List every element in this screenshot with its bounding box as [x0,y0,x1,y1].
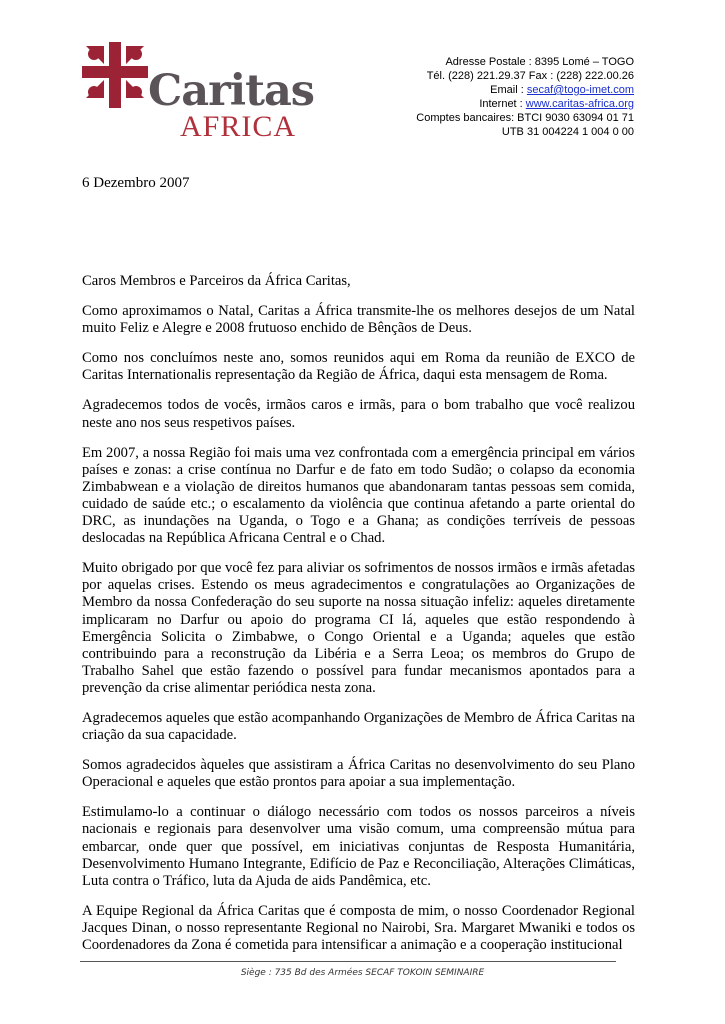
contact-block [416,55,634,139]
email-link[interactable]: secaf@togo-imet.com [526,84,634,96]
bank-account-2: UTB 31 004224 1 004 0 00 [501,126,634,138]
body-paragraph: Como nos concluímos neste ano, somos reunidos aqui em Roma da reunião de EXCO de Caritas Internationalis representação da Região de África, daqui esta mensagem de Roma. [82,350,635,384]
email-line [416,83,634,97]
footer-address: Siège : 735 Bd des Armées SECAF TOKOIN SEMINAIRE [240,968,485,978]
letter-body [82,273,635,967]
internet-line [416,97,634,111]
body-paragraph: A Equipe Regional da África Caritas que é composta de mim, o nosso Coordenador Regional Jacques Dinan, o nosso representante Regional no Nairobi, Sra. Margaret Mwaniki e todos os Coordenadores da Zona é cometida para intensificar a animação e a cooperação institucional [82,902,635,953]
caritas-africa-logo [82,42,322,142]
caritas-cross-icon [82,42,148,108]
logo-subtitle: AFRICA [180,110,297,143]
postal-address: Adresse Postale : 8395 Lomé – TOGO [445,56,634,68]
footer-divider [80,961,616,962]
letter-date: 6 Dezembro 2007 [82,175,190,191]
body-paragraph: Como aproximamos o Natal, Caritas a África transmite-lhe os melhores desejos de um Natal muito Feliz e Alegre e 2008 frutuoso enchido de Bênçãos de Deus. [82,303,635,337]
body-paragraph: Agradecemos todos de vocês, irmãos caros e irmãs, para o bom trabalho que você realizou neste ano nos seus respetivos países. [82,397,635,431]
bank-account-1: Comptes bancaires: BTCI 9030 63094 01 71 [416,112,634,124]
salutation: Caros Membros e Parceiros da África Caritas, [82,273,351,289]
body-paragraph: Agradecemos aqueles que estão acompanhando Organizações de Membro de África Caritas na criação da sua capacidade. [82,709,635,744]
website-link[interactable]: www.caritas-africa.org [525,98,634,110]
body-paragraph: Em 2007, a nossa Região foi mais uma vez confrontada com a emergência principal em vários países e zonas: a crise contínua no Darfur e de fato em todo Sudão; o colapso da economia Zimbabwean e a violação de direitos humanos que abandonaram tantas pessoas sem comida, cuidado de saúde etc.; o escalamento da violência que continua afetando a parte oriental do DRC, as inundações na Uganda, o Togo e a Ghana; as condições terríveis de pessoas deslocadas na República Africana Central e o Chad. [82,444,635,547]
phone-fax: Tél. (228) 221.29.37 Fax : (228) 222.00.26 [426,70,634,82]
body-paragraph: Estimulamo-lo a continuar o diálogo necessário com todos os nossos parceiros a níveis nacionais e regionais para desenvolver uma visão comum, uma compreensão mútua para embarcar, onde quer que possível, em iniciativas conjuntas de Resposta Humanitária, Desenvolvimento Humano Integrante, Edifício de Paz e Reconciliação, Alterações Climáticas, Luta contra o Tráfico, luta da Ajuda de aids Pandêmica, etc. [82,804,635,889]
logo-wordmark: Caritas [148,66,315,116]
email-label: Email : [490,84,527,96]
body-paragraph: Muito obrigado por que você fez para aliviar os sofrimentos de nossos irmãos e irmãs afetadas por aquelas crises. Estendo os meus agradecimentos e congratulações ao Organizações de Membro da nossa Confederação do seu suporte na nossa situação infeliz: aqueles diretamente implicaram no Darfur ou apoio do programa CI lá, aqueles que estão respondendo à Emergência Solicita o Zimbabwe, o Congo Oriental e a Uganda; aqueles que estão contribuindo para a reconstrução da Libéria e a Serra Leoa; os membros do Grupo de Trabalho Sahel que estão fazendo o possível para fundar mecanismos apontados para a prevenção da crise alimentar periódica nesta zona. [82,560,635,696]
internet-label: Internet : [479,98,526,110]
body-paragraph: Somos agradecidos àqueles que assistiram a África Caritas no desenvolvimento do seu Plano Operacional e aqueles que estão prontos para apoiar a sua implementação. [82,757,635,791]
